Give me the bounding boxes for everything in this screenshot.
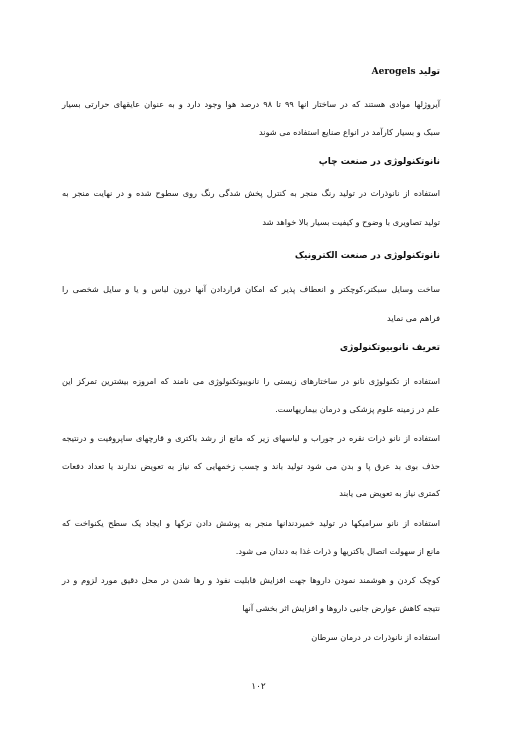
paragraph-line: کوچک کردن و هوشمند نمودن داروها جهت افزایش قابلیت نفوذ و رها شدن در محل دقیق مورد لزوم و در: [62, 575, 440, 585]
paragraph-line: استفاده از نانوذرات در درمان سرطان: [311, 632, 440, 642]
paragraph-line: استفاده از تکنولوژی نانو در ساختارهای زیستی را نانوبیوتکنولوژی می نامند که امروزه بیشترین تمرکز این: [62, 376, 440, 386]
paragraph-line: ساخت وسایل سبکتر،کوچکتر و انعطاف پذیر که امکان قراردادن آنها درون لباس و یا و سایل شخصی را: [62, 284, 440, 294]
paragraph-line: استفاده از نانو ذرات نقره در جوراب و لباسهای زیر که مانع از رشد باکتری و قارچهای ساپروفیت و درنتیجه: [62, 433, 440, 443]
paragraph-line: استفاده از نانو سرامیکها در تولید خمیردندانها منجر به پوشش دادن ترکها و ایجاد یک سطح یکنواخت که: [62, 518, 440, 528]
paragraph-line: کمتری نیاز به تعویض می یابند: [339, 488, 440, 498]
paragraph-line: مانع از سهولت اتصال باکتریها و ذرات غذا به دندان می شود.: [235, 546, 440, 556]
section-heading-electronics: نانوتکنولوژی در صنعت الکترونیک: [294, 251, 440, 261]
section-heading-printing: نانوتکنولوژی در صنعت چاپ: [318, 157, 440, 167]
paragraph-line: علم در زمینه علوم پزشکی و درمان بیماریهاست.: [275, 404, 440, 414]
heading-prefix: تولید: [418, 67, 440, 77]
section-heading-nanobiotech: تعریف نانوبیوتکنولوژی: [339, 343, 440, 353]
paragraph-line: آیروژلها موادی هستند که در ساختار انها ۹۹ تا ۹۸ درصد هوا وجود دارد و به عنوان عایقهای حرارتی بسیار: [62, 99, 440, 109]
heading-latin-term: Aerogels: [371, 67, 416, 77]
paragraph-line: فراهم می نماید: [387, 313, 440, 323]
paragraph-line: استفاده از نانوذرات در تولید رنگ منجر به کنترل پخش شدگی رنگ روی سطوح شده و در نهایت منجر به: [62, 188, 440, 198]
section-heading-aerogels: [372, 67, 440, 77]
paragraph-line: نتیجه کاهش عوارض جانبی داروها و افزایش اثر بخشی آنها: [242, 603, 440, 613]
paragraph-line: سبک و بسیار کارآمد در انواع صنایع استفاده می شوند: [259, 127, 440, 137]
page-number: ۱۰۲: [251, 682, 266, 692]
paragraph-line: تولید تصاویری با وضوح و کیفیت بسیار بالا خواهد شد: [262, 217, 440, 227]
paragraph-line: حذف بوی بد عرق پا و بدن می شود تولید باند و چسب زخمهایی که نیاز به تعویض ندارند یا تعداد دفعات: [62, 461, 440, 471]
